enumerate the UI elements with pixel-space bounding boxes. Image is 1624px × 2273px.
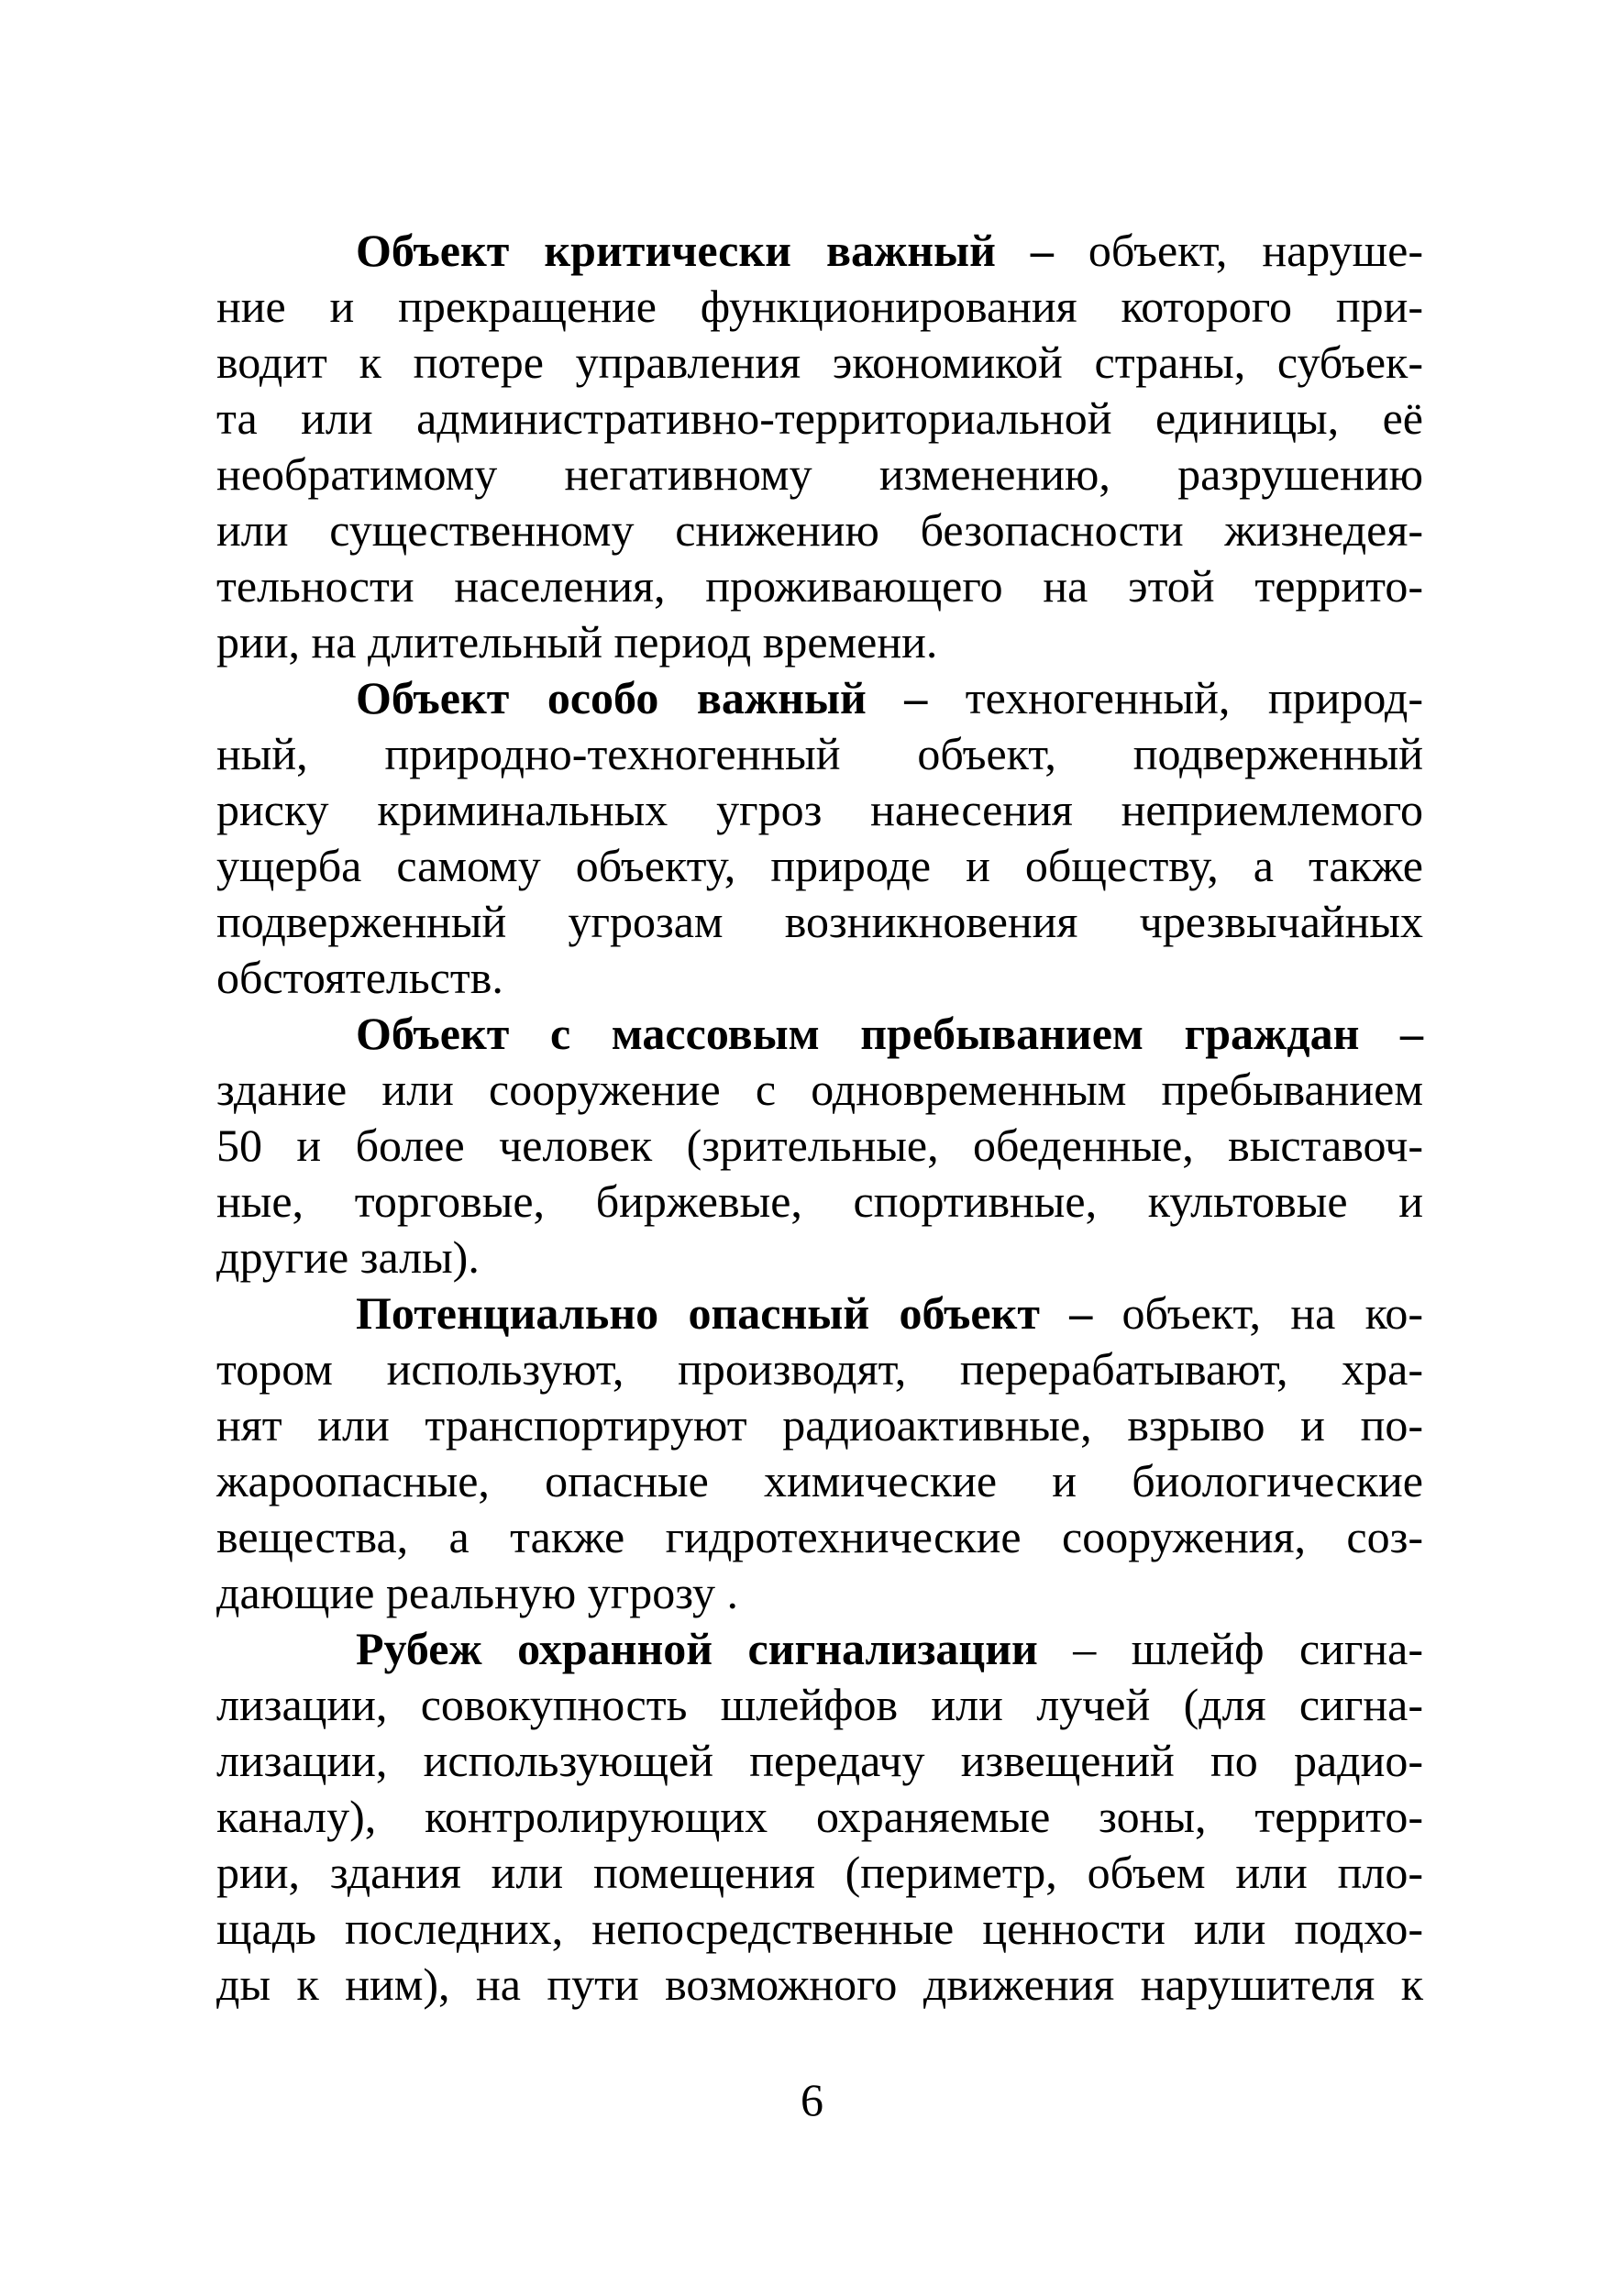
paragraph-5-line-6: щадь последних, непосредственные ценности или подхо-	[216, 1903, 1423, 1954]
paragraph-text: техногенный, природ-	[927, 672, 1423, 723]
term-especially-important-object: Объект особо важный –	[356, 672, 928, 723]
paragraph-4-line-5: вещества, а также гидротехнические сооружения, соз-	[216, 1511, 1423, 1562]
term-potentially-dangerous-object: Потенциально опасный объект –	[356, 1287, 1093, 1339]
paragraph-2-line-2: ный, природно-техногенный объект, подверженный	[216, 728, 1423, 779]
paragraph-2-line-4: ущерба самому объекту, природе и обществу, а также	[216, 840, 1423, 891]
paragraph-text: объект, на ко-	[1092, 1287, 1423, 1339]
term-alarm-boundary: Рубеж охранной сигнализации	[356, 1623, 1038, 1674]
paragraph-text: – шлейф сигна-	[1037, 1623, 1424, 1674]
paragraph-5-line-2: лизации, совокупность шлейфов или лучей (для сигна-	[216, 1679, 1423, 1730]
paragraph-2-line-5: подверженный угрозам возникновения чрезвычайных	[216, 896, 1423, 947]
paragraph-2-line-6: обстоятельств.	[216, 952, 503, 1003]
page-number: 6	[801, 2074, 823, 2125]
paragraph-4-line-4: жароопасные, опасные химические и биологические	[216, 1455, 1423, 1506]
paragraph-3-line-5: другие залы).	[216, 1231, 480, 1283]
paragraph-5-line-1	[216, 1621, 1423, 1677]
paragraph-4-line-6: дающие реальную угрозу .	[216, 1567, 738, 1618]
paragraph-2-line-1	[216, 670, 1423, 726]
paragraph-4-line-3: нят или транспортируют радиоактивные, взрыво и по-	[216, 1399, 1423, 1451]
paragraph-3-line-3: 50 и более человек (зрительные, обеденные, выставоч-	[216, 1120, 1423, 1171]
paragraph-1-line-7: тельности населения, проживающего на этой террито-	[216, 560, 1423, 612]
paragraph-1-line-5: необратимому негативному изменению, разрушению	[216, 448, 1423, 500]
paragraph-1-line-4: та или административно-территориальной единицы, её	[216, 392, 1423, 444]
paragraph-5-line-5: рии, здания или помещения (периметр, объем или пло-	[216, 1847, 1423, 1898]
paragraph-4-line-2: тором используют, производят, перерабатывают, хра-	[216, 1343, 1423, 1395]
paragraph-1-line-8: рии, на длительный период времени.	[216, 616, 938, 668]
paragraph-5-line-3: лизации, использующей передачу извещений по радио-	[216, 1735, 1423, 1786]
paragraph-1-line-1	[216, 223, 1423, 279]
paragraph-text: объект, наруше-	[1053, 225, 1423, 276]
paragraph-3-line-1	[216, 1006, 1423, 1062]
paragraph-5-line-4: каналу), контролирующих охраняемые зоны, террито-	[216, 1791, 1423, 1842]
document-body	[216, 223, 1423, 2013]
paragraph-3-line-4: ные, торговые, биржевые, спортивные, культовые и	[216, 1175, 1423, 1227]
paragraph-3-line-2: здание или сооружение с одновременным пребыванием	[216, 1064, 1423, 1115]
term-mass-gathering-object: Объект с массовым пребыванием граждан –	[356, 1008, 1423, 1059]
paragraph-1-line-2: ние и прекращение функционирования которого при-	[216, 281, 1423, 332]
paragraph-4-line-1	[216, 1285, 1423, 1341]
paragraph-2-line-3: риску криминальных угроз нанесения неприемлемого	[216, 784, 1423, 835]
paragraph-1-line-3: водит к потере управления экономикой страны, субъек-	[216, 337, 1423, 388]
paragraph-5-line-7: ды к ним), на пути возможного движения нарушителя к	[216, 1959, 1423, 2010]
term-critical-object: Объект критически важный –	[356, 225, 1054, 276]
paragraph-1-line-6: или существенному снижению безопасности жизнедея-	[216, 504, 1423, 556]
